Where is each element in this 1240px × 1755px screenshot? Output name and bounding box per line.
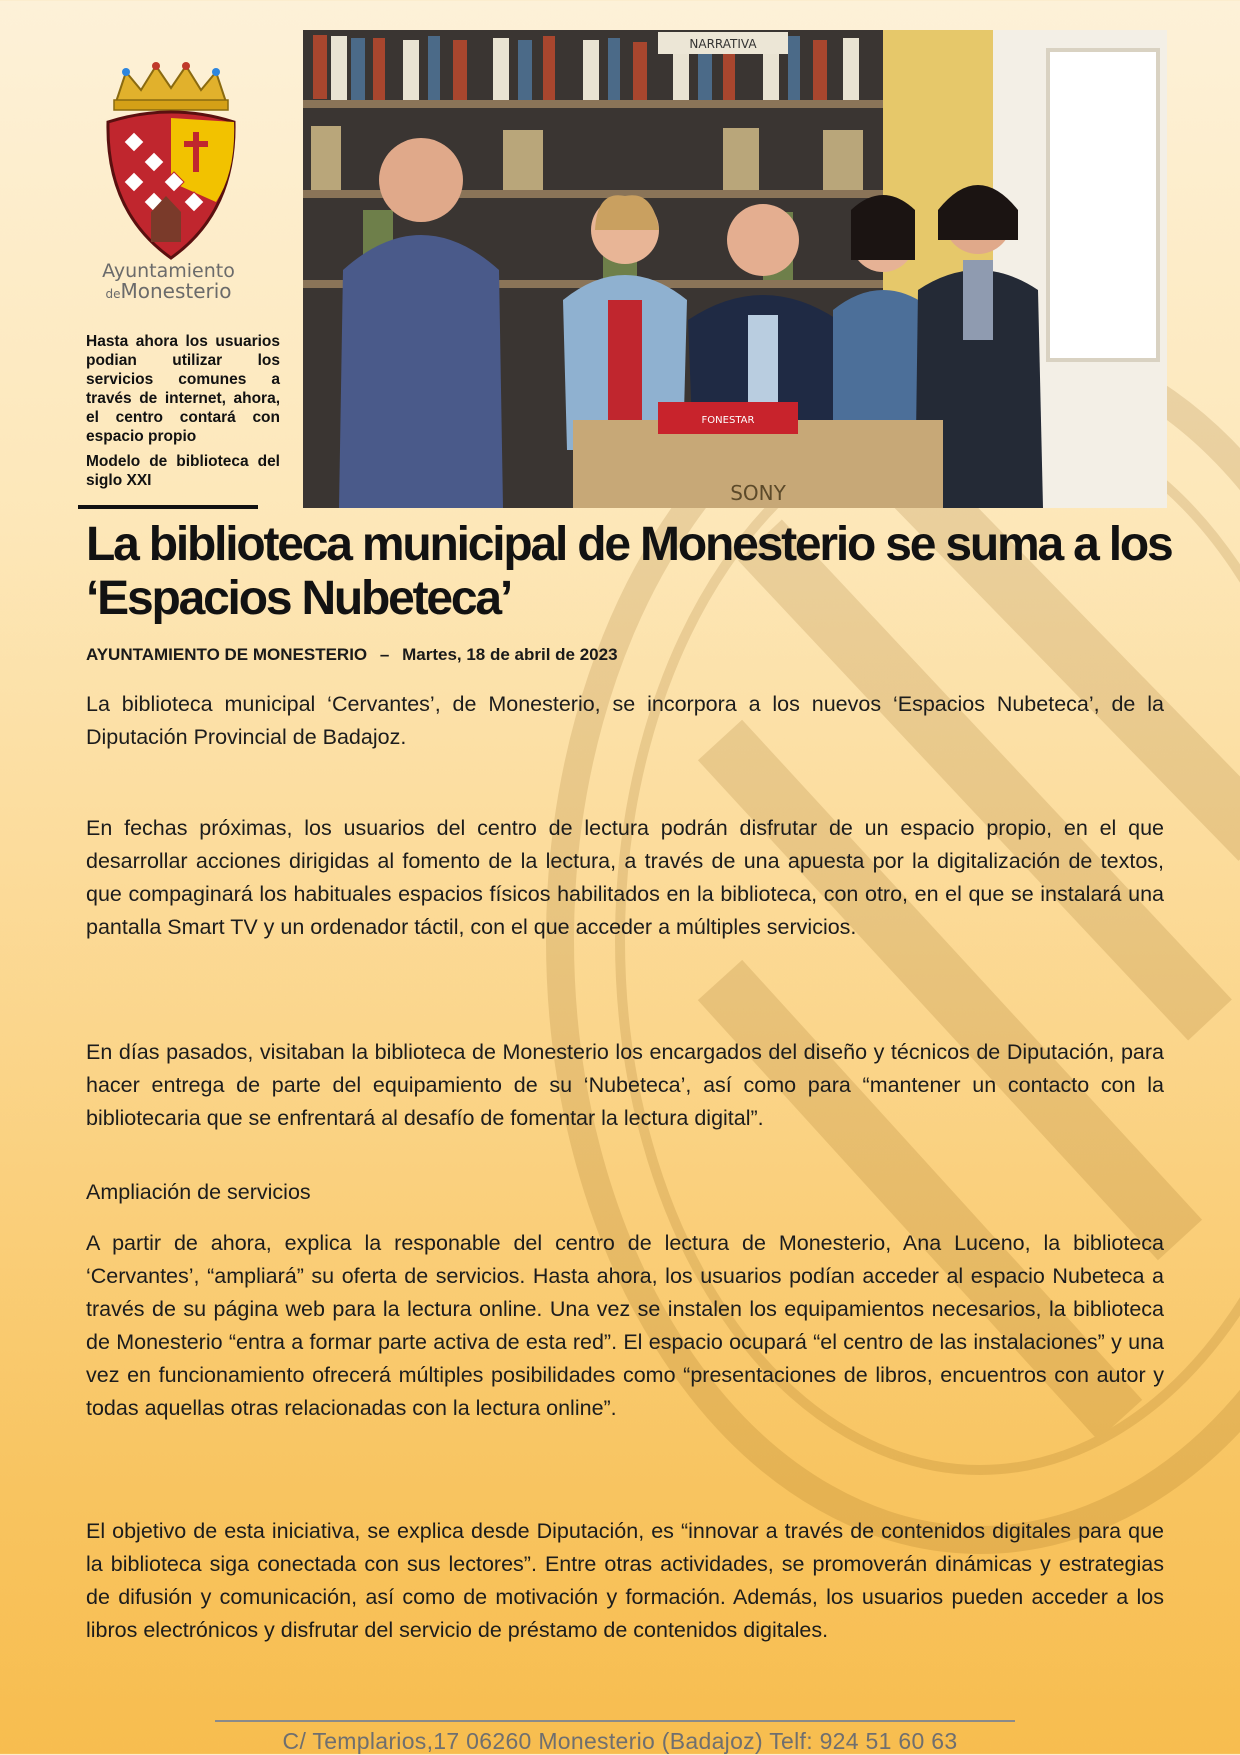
library-photo	[303, 30, 1167, 508]
paragraph-2: En fechas próximas, los usuarios del centro de lectura podrán disfrutar de un espacio propio, en el que desarrollar acciones dirigidas al fomento de la lectura, a través de una apuesta por la digitalización de textos, que compaginará los habituales espacios físicos habilitados en la biblioteca, con otro, en el que se instalará una pantalla Smart TV y un ordenador táctil, con el que acceder a múltiples servicios.	[86, 816, 1164, 939]
subheading: Ampliación de servicios	[86, 1180, 311, 1204]
paragraph-4: A partir de ahora, explica la responable del centro de lectura de Monesterio, Ana Luceno, la biblioteca ‘Cervantes’, “ampliará” su oferta de servicios. Hasta ahora, los usuarios podían acceder al espacio Nubeteca a través de su página web para la lectura online. Una vez se instalen los equipamientos necesarios, la biblioteca de Monesterio “entra a formar parte activa de esta red”. El espacio ocupará “el centro de las instalaciones” y una vez en funcionamiento ofrecerá múltiples posibilidades como “presentaciones de libros, encuentros con autor y todas aquellas otras relacionadas con la lectura online”.	[86, 1231, 1164, 1420]
byline-separator: –	[379, 645, 390, 664]
small-box-brand: FONESTAR	[701, 415, 755, 426]
sidebar-note-1: Hasta ahora los usuarios podian utilizar los servicios comunes a través de internet, ahora, el centro contará con espacio propio	[86, 332, 280, 445]
box-brand: SONY	[730, 481, 786, 505]
footer-rule	[215, 1720, 1015, 1722]
sidebar-rule	[78, 505, 258, 509]
headline: La biblioteca municipal de Monesterio se suma a los ‘Espacios Nubeteca’	[86, 518, 1172, 625]
logo-line2-text: Monesterio	[120, 279, 232, 303]
sidebar-note-2: Modelo de biblioteca del siglo XXI	[86, 452, 280, 489]
byline	[86, 645, 618, 665]
paragraph-5: El objetivo de esta iniciativa, se explica desde Diputación, es “innovar a través de contenidos digitales para que la biblioteca siga conectada con sus lectores”. Entre otras actividades, se promoverán dinámicas y estrategias de difusión y comunicación, así como de motivación y formación. Además, los usuarios pueden acceder a los libros electrónicos y disfrutar del servicio de préstamo de contenidos digitales.	[86, 1519, 1164, 1642]
logo-name	[86, 262, 251, 301]
logo-line1: Ayuntamiento	[102, 260, 235, 282]
coat-of-arms-icon	[96, 62, 246, 262]
paragraph-1: La biblioteca municipal ‘Cervantes’, de Monesterio, se incorpora a los nuevos ‘Espacios Nubeteca’, de la Diputación Provincial de Badajoz.	[86, 692, 1164, 749]
logo-line2	[86, 281, 251, 301]
shelf-sign: NARRATIVA	[689, 37, 757, 51]
byline-author: AYUNTAMIENTO DE MONESTERIO	[86, 645, 368, 664]
paragraph-3: En días pasados, visitaban la biblioteca de Monesterio los encargados del diseño y técnicos de Diputación, para hacer entrega de parte del equipamiento de su ‘Nubeteca’, así como para “mantener un contacto con la bibliotecaria que se enfrentará al desafío de fomentar la lectura digital”.	[86, 1040, 1164, 1130]
byline-date: Martes, 18 de abril de 2023	[402, 645, 618, 664]
logo-line2-prefix: de	[105, 287, 121, 301]
footer-address: C/ Templarios,17 06260 Monesterio (Badajoz) Telf: 924 51 60 63	[282, 1728, 958, 1754]
